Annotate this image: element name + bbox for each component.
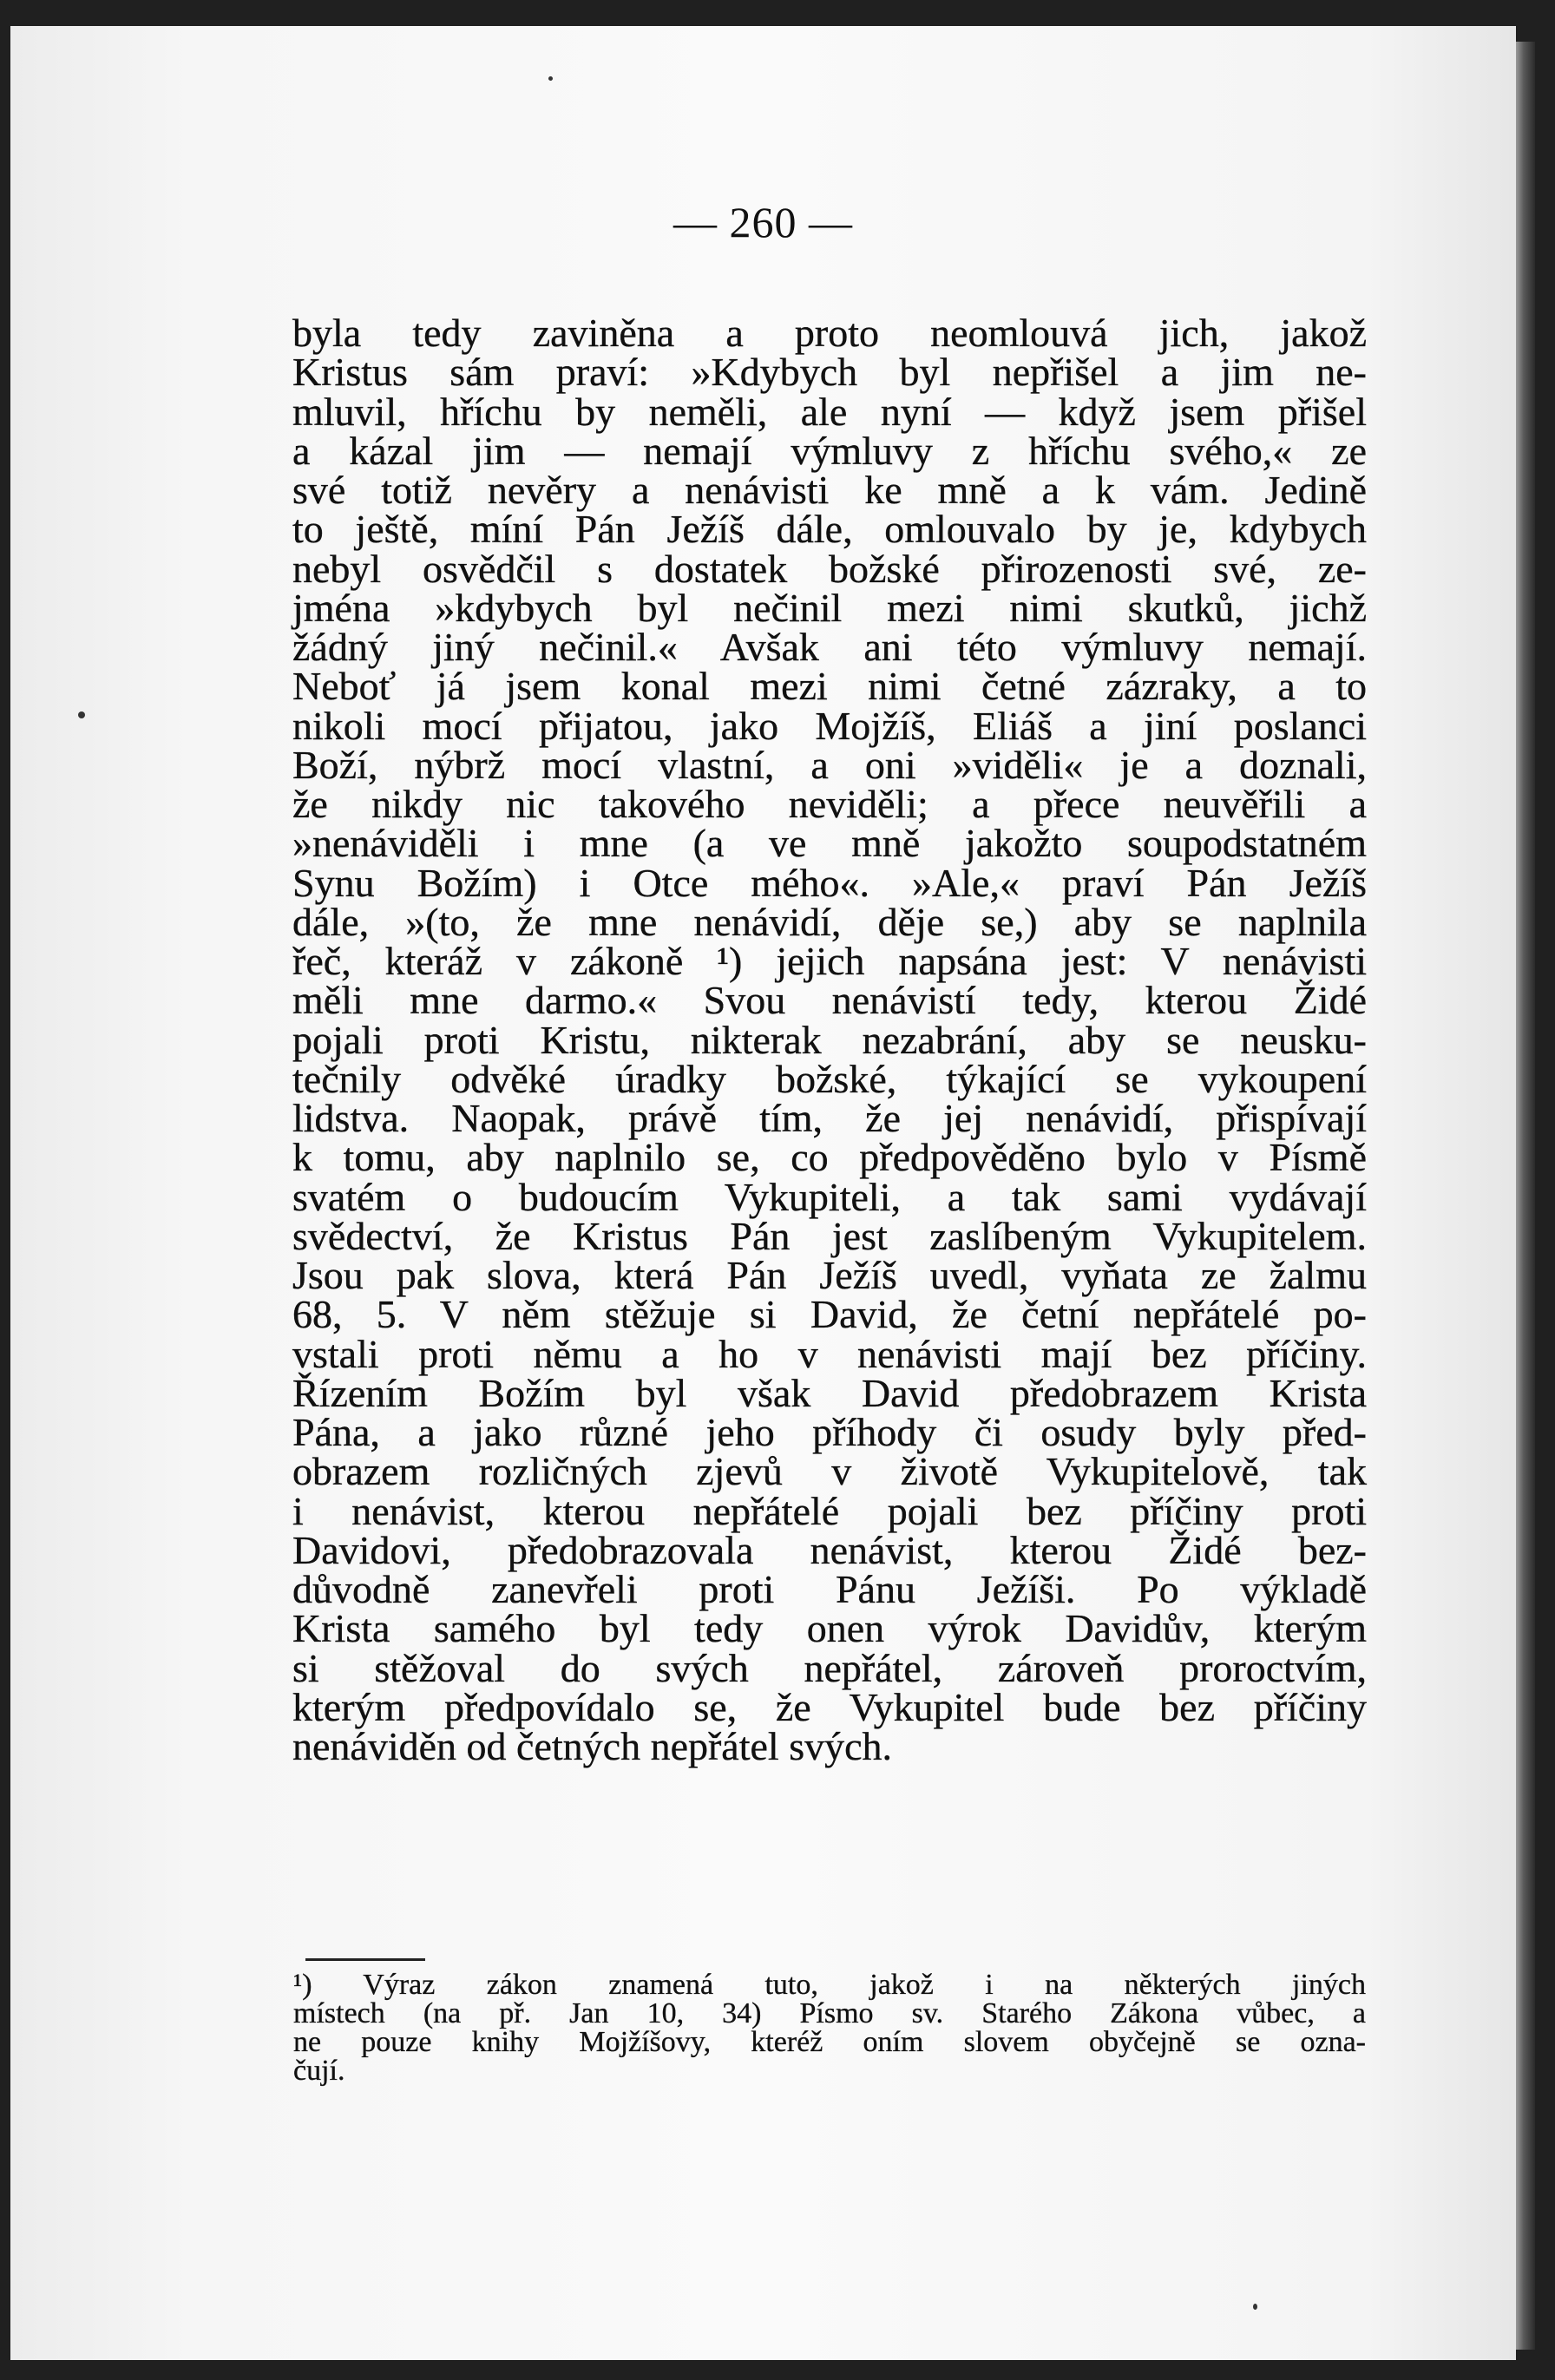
text-line: žádný jiný nečinil.« Avšak ani této výmluvy nemají.: [292, 625, 1367, 669]
text-line: to ještě, míní Pán Ježíš dále, omlouvalo by je, kdybych: [292, 507, 1367, 552]
text-line: Kristus sám praví: »Kdybych byl nepřišel a jim ne-: [292, 350, 1367, 395]
text-line: obrazem rozličných zjevů v životě Vykupitelově, tak: [292, 1449, 1367, 1494]
text-line: svatém o budoucím Vykupiteli, a tak sami vydávají: [292, 1174, 1367, 1219]
body-text: [292, 313, 1367, 1766]
text-line: měli mne darmo.« Svou nenávistí tedy, kterou Židé: [292, 978, 1367, 1023]
footnote-line: místech (na př. Jan 10, 34) Písmo sv. Starého Zákona vůbec, a: [293, 1997, 1366, 2029]
text-line: tečnily odvěké úradky božské, týkající se vykoupení: [292, 1056, 1367, 1101]
text-line: důvodně zanevřeli proti Pánu Ježíši. Po výkladě: [292, 1567, 1367, 1611]
text-line: byla tedy zaviněna a proto neomlouvá jich, jakož: [292, 311, 1367, 355]
text-line: Davidovi, předobrazovala nenávist, kterou Židé bez-: [292, 1527, 1367, 1572]
text-line: řeč, kteráž v zákoně ¹) jejich napsána jest: V nenávisti: [292, 939, 1367, 983]
text-line: Pána, a jako různé jeho příhody či osudy byly před-: [292, 1410, 1367, 1454]
scan-speck: [78, 711, 85, 718]
text-line: nenáviděn od četných nepřátel svých.: [292, 1724, 893, 1768]
text-line: nikoli mocí přijatou, jako Mojžíš, Eliáš a jiní poslanci: [292, 703, 1367, 748]
text-line: dále, »(to, že mne nenávidí, děje se,) aby se naplnila: [292, 899, 1367, 944]
text-line: Boží, nýbrž mocí vlastní, a oni »viděli« je a doznali,: [292, 742, 1367, 787]
text-line: Neboť já jsem konal mezi nimi četné zázraky, a to: [292, 664, 1367, 709]
text-line: Krista samého byl tedy onen výrok Davidův, kterým: [292, 1606, 1367, 1651]
page-edge-shadow: [1516, 42, 1535, 2350]
text-line: a kázal jim — nemají výmluvy z hříchu svého,« ze: [292, 428, 1367, 473]
scan-speck: [548, 76, 553, 81]
book-page: [10, 26, 1516, 2360]
text-line: Synu Božím) i Otce mého«. »Ale,« praví Pán Ježíš: [292, 860, 1367, 905]
text-line: si stěžoval do svých nepřátel, zároveň proroctvím,: [292, 1645, 1367, 1690]
footnote: [293, 1970, 1366, 2085]
text-line: pojali proti Kristu, nikterak nezabrání, aby se neusku-: [292, 1017, 1367, 1062]
text-line: i nenávist, kterou nepřátelé pojali bez příčiny proti: [292, 1488, 1367, 1533]
text-line: kterým předpovídalo se, že Vykupitel bude bez příčiny: [292, 1684, 1367, 1729]
text-line: vstali proti němu a ho v nenávisti mají bez příčiny.: [292, 1331, 1367, 1376]
text-line: nebyl osvědčil s dostatek božské přirozenosti své, ze-: [292, 546, 1367, 591]
scan-speck: [1253, 2304, 1257, 2310]
text-line: Jsou pak slova, která Pán Ježíš uvedl, vyňata ze žalmu: [292, 1253, 1367, 1297]
footnote-line: ¹) Výraz zákon znamená tuto, jakož i na některých jiných: [293, 1969, 1366, 2001]
text-line: svědectví, že Kristus Pán jest zaslíbeným Vykupitelem.: [292, 1213, 1367, 1258]
text-line: Řízením Božím byl však David předobrazem Krista: [292, 1370, 1367, 1415]
footnote-line: čují.: [293, 2055, 345, 2087]
page-number: — 260 —: [673, 198, 853, 246]
text-line: že nikdy nic takového neviděli; a přece neuvěřili a: [292, 782, 1367, 826]
footnote-divider: [305, 1958, 425, 1961]
text-line: lidstva. Naopak, právě tím, že jej nenávidí, přispívají: [292, 1096, 1367, 1140]
text-line: jména »kdybych byl nečinil mezi nimi skutků, jichž: [292, 585, 1367, 630]
text-line: k tomu, aby naplnilo se, co předpověděno bylo v Písmě: [292, 1135, 1367, 1180]
text-line: mluvil, hříchu by neměli, ale nyní — když jsem přišel: [292, 389, 1367, 434]
footnote-line: ne pouze knihy Mojžíšovy, kteréž oním slovem obyčejně se ozna-: [293, 2026, 1366, 2058]
text-line: své totiž nevěry a nenávisti ke mně a k vám. Jedině: [292, 468, 1367, 512]
text-line: 68, 5. V něm stěžuje si David, že četní nepřátelé po-: [292, 1292, 1367, 1337]
text-line: »nenáviděli i mne (a ve mně jakožto soupodstatném: [292, 821, 1367, 866]
